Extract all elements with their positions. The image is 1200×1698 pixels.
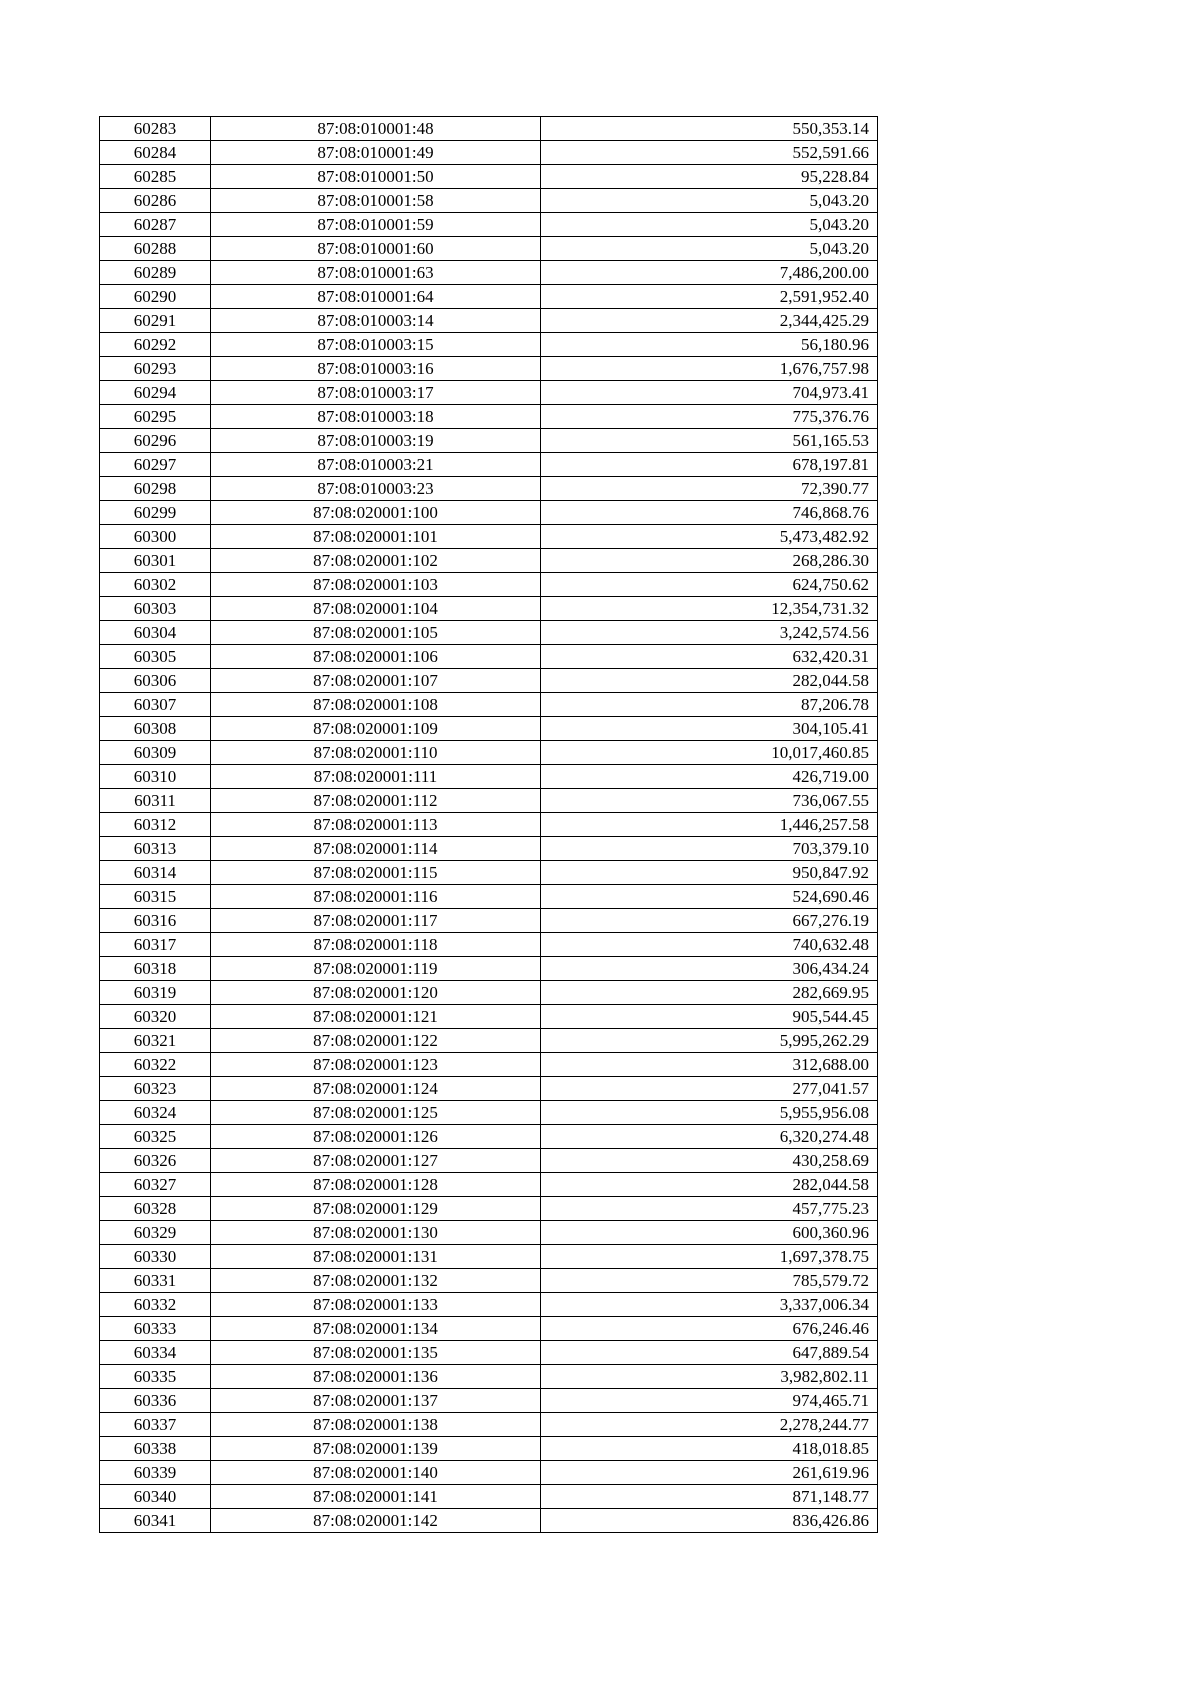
cadastral-number-cell: 87:08:010003:21 bbox=[211, 453, 541, 477]
cadastral-number-cell: 87:08:010001:48 bbox=[211, 117, 541, 141]
value-cell: 282,044.58 bbox=[541, 1173, 878, 1197]
cadastral-number-cell: 87:08:020001:142 bbox=[211, 1509, 541, 1533]
value-cell: 282,669.95 bbox=[541, 981, 878, 1005]
value-cell: 775,376.76 bbox=[541, 405, 878, 429]
value-cell: 624,750.62 bbox=[541, 573, 878, 597]
value-cell: 950,847.92 bbox=[541, 861, 878, 885]
value-cell: 56,180.96 bbox=[541, 333, 878, 357]
cadastral-number-cell: 87:08:020001:112 bbox=[211, 789, 541, 813]
cadastral-number-cell: 87:08:020001:127 bbox=[211, 1149, 541, 1173]
row-number-cell: 60290 bbox=[100, 285, 211, 309]
row-number-cell: 60324 bbox=[100, 1101, 211, 1125]
row-number-cell: 60302 bbox=[100, 573, 211, 597]
cadastral-number-cell: 87:08:010001:59 bbox=[211, 213, 541, 237]
cadastral-number-cell: 87:08:020001:101 bbox=[211, 525, 541, 549]
row-number-cell: 60310 bbox=[100, 765, 211, 789]
cadastral-number-cell: 87:08:010003:19 bbox=[211, 429, 541, 453]
cadastral-number-cell: 87:08:020001:137 bbox=[211, 1389, 541, 1413]
cadastral-number-cell: 87:08:020001:110 bbox=[211, 741, 541, 765]
table-row bbox=[100, 429, 878, 453]
value-cell: 632,420.31 bbox=[541, 645, 878, 669]
cadastral-number-cell: 87:08:020001:108 bbox=[211, 693, 541, 717]
row-number-cell: 60298 bbox=[100, 477, 211, 501]
value-cell: 736,067.55 bbox=[541, 789, 878, 813]
row-number-cell: 60304 bbox=[100, 621, 211, 645]
cadastral-number-cell: 87:08:020001:117 bbox=[211, 909, 541, 933]
table-row bbox=[100, 1365, 878, 1389]
row-number-cell: 60319 bbox=[100, 981, 211, 1005]
table-row bbox=[100, 1149, 878, 1173]
cadastral-number-cell: 87:08:020001:118 bbox=[211, 933, 541, 957]
value-cell: 746,868.76 bbox=[541, 501, 878, 525]
value-cell: 871,148.77 bbox=[541, 1485, 878, 1509]
table-row bbox=[100, 1269, 878, 1293]
row-number-cell: 60301 bbox=[100, 549, 211, 573]
value-cell: 667,276.19 bbox=[541, 909, 878, 933]
cadastral-number-cell: 87:08:020001:128 bbox=[211, 1173, 541, 1197]
table-row bbox=[100, 1077, 878, 1101]
value-cell: 704,973.41 bbox=[541, 381, 878, 405]
cadastral-number-cell: 87:08:020001:106 bbox=[211, 645, 541, 669]
cadastral-number-cell: 87:08:020001:122 bbox=[211, 1029, 541, 1053]
table-row bbox=[100, 1341, 878, 1365]
cadastral-number-cell: 87:08:020001:126 bbox=[211, 1125, 541, 1149]
value-cell: 261,619.96 bbox=[541, 1461, 878, 1485]
value-cell: 785,579.72 bbox=[541, 1269, 878, 1293]
cadastral-number-cell: 87:08:020001:134 bbox=[211, 1317, 541, 1341]
value-cell: 561,165.53 bbox=[541, 429, 878, 453]
table-row bbox=[100, 525, 878, 549]
row-number-cell: 60283 bbox=[100, 117, 211, 141]
table-row bbox=[100, 597, 878, 621]
row-number-cell: 60293 bbox=[100, 357, 211, 381]
row-number-cell: 60323 bbox=[100, 1077, 211, 1101]
value-cell: 457,775.23 bbox=[541, 1197, 878, 1221]
cadastral-number-cell: 87:08:010003:15 bbox=[211, 333, 541, 357]
table-row bbox=[100, 813, 878, 837]
table-row bbox=[100, 501, 878, 525]
cadastral-number-cell: 87:08:010001:64 bbox=[211, 285, 541, 309]
table-row bbox=[100, 573, 878, 597]
row-number-cell: 60292 bbox=[100, 333, 211, 357]
value-cell: 5,473,482.92 bbox=[541, 525, 878, 549]
table-row bbox=[100, 933, 878, 957]
row-number-cell: 60305 bbox=[100, 645, 211, 669]
cadastral-number-cell: 87:08:010001:50 bbox=[211, 165, 541, 189]
row-number-cell: 60313 bbox=[100, 837, 211, 861]
table-row bbox=[100, 1125, 878, 1149]
table-row bbox=[100, 1317, 878, 1341]
row-number-cell: 60317 bbox=[100, 933, 211, 957]
row-number-cell: 60287 bbox=[100, 213, 211, 237]
cadastral-number-cell: 87:08:020001:138 bbox=[211, 1413, 541, 1437]
cadastral-number-cell: 87:08:020001:135 bbox=[211, 1341, 541, 1365]
table-row bbox=[100, 621, 878, 645]
row-number-cell: 60286 bbox=[100, 189, 211, 213]
row-number-cell: 60336 bbox=[100, 1389, 211, 1413]
row-number-cell: 60321 bbox=[100, 1029, 211, 1053]
cadastral-number-cell: 87:08:020001:129 bbox=[211, 1197, 541, 1221]
row-number-cell: 60326 bbox=[100, 1149, 211, 1173]
table-row bbox=[100, 381, 878, 405]
cadastral-number-cell: 87:08:020001:104 bbox=[211, 597, 541, 621]
cadastral-number-cell: 87:08:020001:131 bbox=[211, 1245, 541, 1269]
table-row bbox=[100, 405, 878, 429]
row-number-cell: 60314 bbox=[100, 861, 211, 885]
cadastral-value-table bbox=[99, 116, 878, 1533]
table-row bbox=[100, 1485, 878, 1509]
cadastral-number-cell: 87:08:010003:16 bbox=[211, 357, 541, 381]
cadastral-number-cell: 87:08:020001:136 bbox=[211, 1365, 541, 1389]
value-cell: 95,228.84 bbox=[541, 165, 878, 189]
row-number-cell: 60309 bbox=[100, 741, 211, 765]
table-row bbox=[100, 1245, 878, 1269]
value-cell: 550,353.14 bbox=[541, 117, 878, 141]
row-number-cell: 60315 bbox=[100, 885, 211, 909]
cadastral-number-cell: 87:08:020001:100 bbox=[211, 501, 541, 525]
table-row bbox=[100, 693, 878, 717]
cadastral-number-cell: 87:08:020001:133 bbox=[211, 1293, 541, 1317]
row-number-cell: 60330 bbox=[100, 1245, 211, 1269]
table-row bbox=[100, 309, 878, 333]
value-cell: 306,434.24 bbox=[541, 957, 878, 981]
row-number-cell: 60307 bbox=[100, 693, 211, 717]
table-row bbox=[100, 1173, 878, 1197]
value-cell: 676,246.46 bbox=[541, 1317, 878, 1341]
table-row bbox=[100, 741, 878, 765]
table-row bbox=[100, 765, 878, 789]
row-number-cell: 60335 bbox=[100, 1365, 211, 1389]
value-cell: 282,044.58 bbox=[541, 669, 878, 693]
table-row bbox=[100, 669, 878, 693]
value-cell: 3,337,006.34 bbox=[541, 1293, 878, 1317]
row-number-cell: 60294 bbox=[100, 381, 211, 405]
row-number-cell: 60299 bbox=[100, 501, 211, 525]
value-cell: 5,955,956.08 bbox=[541, 1101, 878, 1125]
value-cell: 7,486,200.00 bbox=[541, 261, 878, 285]
cadastral-number-cell: 87:08:020001:102 bbox=[211, 549, 541, 573]
value-cell: 12,354,731.32 bbox=[541, 597, 878, 621]
table-row bbox=[100, 837, 878, 861]
value-cell: 277,041.57 bbox=[541, 1077, 878, 1101]
value-cell: 2,591,952.40 bbox=[541, 285, 878, 309]
cadastral-number-cell: 87:08:020001:116 bbox=[211, 885, 541, 909]
value-cell: 5,995,262.29 bbox=[541, 1029, 878, 1053]
table-row bbox=[100, 549, 878, 573]
cadastral-number-cell: 87:08:020001:119 bbox=[211, 957, 541, 981]
cadastral-number-cell: 87:08:010003:18 bbox=[211, 405, 541, 429]
value-cell: 312,688.00 bbox=[541, 1053, 878, 1077]
value-cell: 418,018.85 bbox=[541, 1437, 878, 1461]
value-cell: 430,258.69 bbox=[541, 1149, 878, 1173]
cadastral-number-cell: 87:08:010001:63 bbox=[211, 261, 541, 285]
value-cell: 2,344,425.29 bbox=[541, 309, 878, 333]
cadastral-number-cell: 87:08:020001:115 bbox=[211, 861, 541, 885]
cadastral-number-cell: 87:08:020001:114 bbox=[211, 837, 541, 861]
cadastral-number-cell: 87:08:020001:121 bbox=[211, 1005, 541, 1029]
value-cell: 552,591.66 bbox=[541, 141, 878, 165]
cadastral-number-cell: 87:08:020001:124 bbox=[211, 1077, 541, 1101]
cadastral-number-cell: 87:08:020001:111 bbox=[211, 765, 541, 789]
table-row bbox=[100, 1293, 878, 1317]
row-number-cell: 60285 bbox=[100, 165, 211, 189]
row-number-cell: 60339 bbox=[100, 1461, 211, 1485]
table-row bbox=[100, 261, 878, 285]
cadastral-number-cell: 87:08:010003:14 bbox=[211, 309, 541, 333]
row-number-cell: 60289 bbox=[100, 261, 211, 285]
cadastral-number-cell: 87:08:010003:23 bbox=[211, 477, 541, 501]
value-cell: 836,426.86 bbox=[541, 1509, 878, 1533]
cadastral-number-cell: 87:08:010001:49 bbox=[211, 141, 541, 165]
value-cell: 268,286.30 bbox=[541, 549, 878, 573]
value-cell: 1,446,257.58 bbox=[541, 813, 878, 837]
row-number-cell: 60341 bbox=[100, 1509, 211, 1533]
table-row bbox=[100, 213, 878, 237]
table-row bbox=[100, 477, 878, 501]
value-cell: 3,982,802.11 bbox=[541, 1365, 878, 1389]
cadastral-number-cell: 87:08:020001:120 bbox=[211, 981, 541, 1005]
value-cell: 6,320,274.48 bbox=[541, 1125, 878, 1149]
value-cell: 87,206.78 bbox=[541, 693, 878, 717]
row-number-cell: 60308 bbox=[100, 717, 211, 741]
row-number-cell: 60332 bbox=[100, 1293, 211, 1317]
cadastral-number-cell: 87:08:020001:107 bbox=[211, 669, 541, 693]
row-number-cell: 60288 bbox=[100, 237, 211, 261]
row-number-cell: 60318 bbox=[100, 957, 211, 981]
value-cell: 1,697,378.75 bbox=[541, 1245, 878, 1269]
row-number-cell: 60300 bbox=[100, 525, 211, 549]
value-cell: 703,379.10 bbox=[541, 837, 878, 861]
row-number-cell: 60328 bbox=[100, 1197, 211, 1221]
value-cell: 304,105.41 bbox=[541, 717, 878, 741]
row-number-cell: 60333 bbox=[100, 1317, 211, 1341]
cadastral-number-cell: 87:08:020001:125 bbox=[211, 1101, 541, 1125]
value-cell: 974,465.71 bbox=[541, 1389, 878, 1413]
value-cell: 647,889.54 bbox=[541, 1341, 878, 1365]
value-cell: 1,676,757.98 bbox=[541, 357, 878, 381]
row-number-cell: 60334 bbox=[100, 1341, 211, 1365]
cadastral-number-cell: 87:08:010001:60 bbox=[211, 237, 541, 261]
table-row bbox=[100, 1437, 878, 1461]
table-row bbox=[100, 1461, 878, 1485]
value-cell: 5,043.20 bbox=[541, 189, 878, 213]
table-row bbox=[100, 885, 878, 909]
table-row bbox=[100, 1053, 878, 1077]
cadastral-number-cell: 87:08:020001:123 bbox=[211, 1053, 541, 1077]
row-number-cell: 60306 bbox=[100, 669, 211, 693]
value-cell: 5,043.20 bbox=[541, 213, 878, 237]
value-cell: 5,043.20 bbox=[541, 237, 878, 261]
row-number-cell: 60291 bbox=[100, 309, 211, 333]
value-cell: 524,690.46 bbox=[541, 885, 878, 909]
value-cell: 678,197.81 bbox=[541, 453, 878, 477]
table-row bbox=[100, 645, 878, 669]
row-number-cell: 60295 bbox=[100, 405, 211, 429]
table-row bbox=[100, 909, 878, 933]
value-cell: 3,242,574.56 bbox=[541, 621, 878, 645]
cadastral-number-cell: 87:08:020001:140 bbox=[211, 1461, 541, 1485]
row-number-cell: 60296 bbox=[100, 429, 211, 453]
row-number-cell: 60284 bbox=[100, 141, 211, 165]
row-number-cell: 60327 bbox=[100, 1173, 211, 1197]
row-number-cell: 60312 bbox=[100, 813, 211, 837]
table-row bbox=[100, 165, 878, 189]
row-number-cell: 60320 bbox=[100, 1005, 211, 1029]
row-number-cell: 60337 bbox=[100, 1413, 211, 1437]
table-row bbox=[100, 981, 878, 1005]
table-row bbox=[100, 1101, 878, 1125]
table-row bbox=[100, 1197, 878, 1221]
table-row bbox=[100, 957, 878, 981]
value-cell: 600,360.96 bbox=[541, 1221, 878, 1245]
value-cell: 905,544.45 bbox=[541, 1005, 878, 1029]
table-row bbox=[100, 1389, 878, 1413]
cadastral-number-cell: 87:08:020001:105 bbox=[211, 621, 541, 645]
table-row bbox=[100, 237, 878, 261]
table-row bbox=[100, 117, 878, 141]
table-row bbox=[100, 333, 878, 357]
table-row bbox=[100, 357, 878, 381]
table-row bbox=[100, 285, 878, 309]
row-number-cell: 60311 bbox=[100, 789, 211, 813]
row-number-cell: 60325 bbox=[100, 1125, 211, 1149]
cadastral-number-cell: 87:08:020001:109 bbox=[211, 717, 541, 741]
row-number-cell: 60297 bbox=[100, 453, 211, 477]
row-number-cell: 60322 bbox=[100, 1053, 211, 1077]
value-cell: 426,719.00 bbox=[541, 765, 878, 789]
table-row bbox=[100, 1413, 878, 1437]
value-cell: 10,017,460.85 bbox=[541, 741, 878, 765]
cadastral-number-cell: 87:08:020001:132 bbox=[211, 1269, 541, 1293]
table-row bbox=[100, 789, 878, 813]
value-cell: 2,278,244.77 bbox=[541, 1413, 878, 1437]
row-number-cell: 60340 bbox=[100, 1485, 211, 1509]
table-row bbox=[100, 1221, 878, 1245]
table-row bbox=[100, 861, 878, 885]
table-row bbox=[100, 453, 878, 477]
row-number-cell: 60329 bbox=[100, 1221, 211, 1245]
table-row bbox=[100, 1005, 878, 1029]
table-row bbox=[100, 717, 878, 741]
row-number-cell: 60338 bbox=[100, 1437, 211, 1461]
value-cell: 740,632.48 bbox=[541, 933, 878, 957]
table-row bbox=[100, 1509, 878, 1533]
cadastral-number-cell: 87:08:020001:141 bbox=[211, 1485, 541, 1509]
table-row bbox=[100, 189, 878, 213]
row-number-cell: 60316 bbox=[100, 909, 211, 933]
cadastral-number-cell: 87:08:020001:130 bbox=[211, 1221, 541, 1245]
cadastral-number-cell: 87:08:010001:58 bbox=[211, 189, 541, 213]
table-row bbox=[100, 141, 878, 165]
table-body bbox=[100, 117, 878, 1533]
value-cell: 72,390.77 bbox=[541, 477, 878, 501]
cadastral-number-cell: 87:08:020001:139 bbox=[211, 1437, 541, 1461]
cadastral-number-cell: 87:08:020001:103 bbox=[211, 573, 541, 597]
row-number-cell: 60331 bbox=[100, 1269, 211, 1293]
cadastral-number-cell: 87:08:020001:113 bbox=[211, 813, 541, 837]
cadastral-number-cell: 87:08:010003:17 bbox=[211, 381, 541, 405]
table-row bbox=[100, 1029, 878, 1053]
row-number-cell: 60303 bbox=[100, 597, 211, 621]
